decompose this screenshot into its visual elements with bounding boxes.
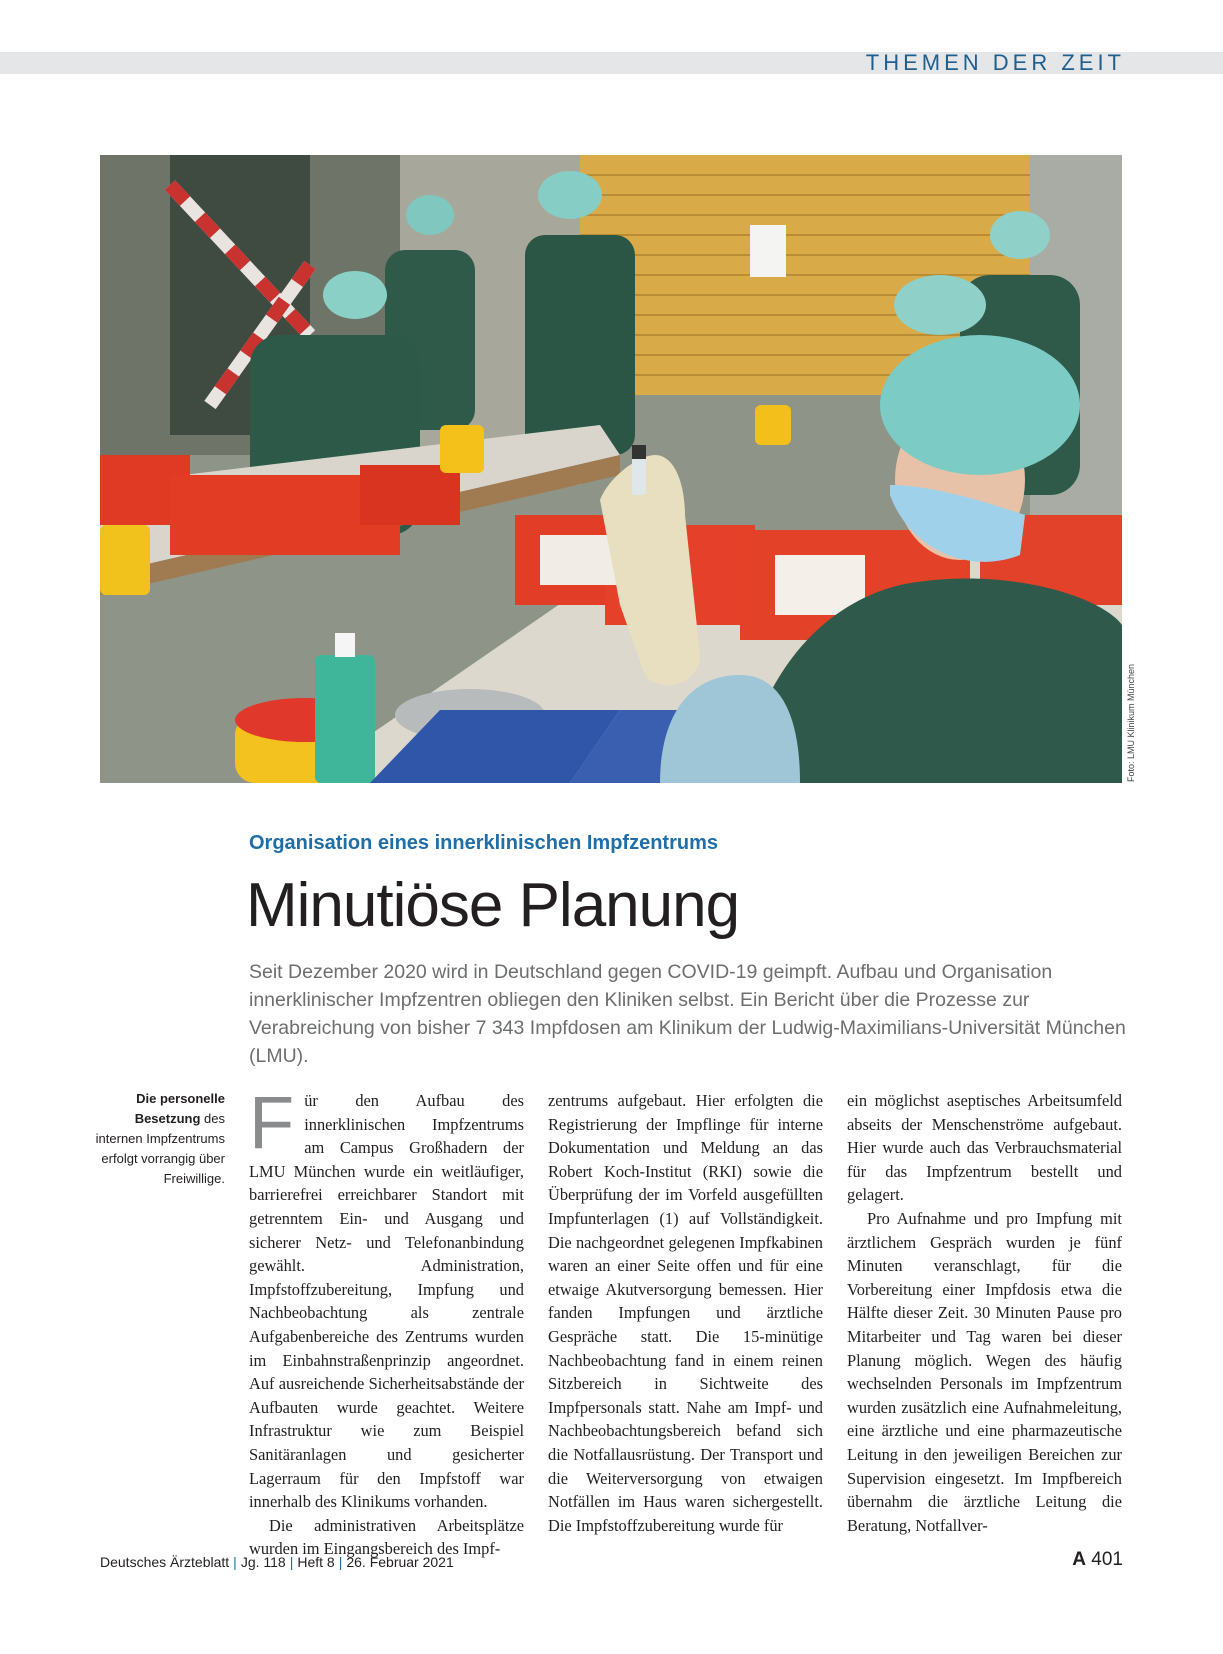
article-lead: Seit Dezember 2020 wird in Deutschland gegen COVID-19 geimpft. Aufbau und Organisation innerklinischer Impfzentren obliegen den Kliniken selbst. Ein Bericht über die Prozesse zur Verabreichung von bisher 7 343 Impfdosen am Klinikum der Ludwig-Maximilians-Universität München (LMU). [249, 961, 1126, 1067]
journal-volume: Jg. 118 [240, 1554, 286, 1570]
paragraph: Die administrativen Arbeitsplätze wurden im Eingangsbereich des Impf- [249, 1515, 524, 1559]
article-headline: Minutiöse Planung [246, 871, 740, 940]
photo-credit: Foto: LMU Klinikum München [1126, 663, 1136, 782]
issue-date: 26. Februar 2021 [346, 1554, 454, 1570]
paragraph: ein möglichst aseptisches Arbeitsumfeld abseits der Menschenströme aufgebaut. Hier wurde auch das Verbrauchsmaterial für das Impfzentrum bestellt und gelagert. [847, 1091, 1122, 1205]
article-photo [100, 155, 1122, 783]
journal-issue: Heft 8 [297, 1554, 335, 1570]
page-number [1072, 1549, 1123, 1571]
article-kicker: Organisation eines innerklinischen Impfzentrums [249, 832, 718, 854]
side-note [90, 1089, 225, 1189]
body-column-2 [548, 1089, 823, 1537]
side-note-text: des internen Impfzentrums erfolgt vorrangig über Freiwillige. [95, 1111, 225, 1186]
body-column-3 [847, 1089, 1122, 1537]
drop-cap: F [249, 1081, 295, 1164]
body-column-1 [249, 1081, 524, 1561]
side-note-bold: Die personelle Besetzung [134, 1091, 225, 1126]
page-number-value: 401 [1091, 1549, 1123, 1570]
paragraph: Pro Aufnahme und pro Impfung mit ärztlichem Gespräch wurden je fünf Minuten veranschlagt, für die Vorbereitung einer Impfdosis etwa die Hälfte dieser Zeit. 30 Minuten Pause pro Mitarbeiter und Tag waren bei dieser Planung möglich. Wegen des häufig wechselnden Personals im Impfzentrum wurden zusätzlich eine Aufnahmeleitung, eine ärztliche und eine pharmazeutische Leitung in den jeweiligen Bereichen zur Supervision eingesetzt. Im Impfbereich übernahm die ärztliche Leitung die Beratung, Notfallver- [847, 1208, 1122, 1535]
footer-citation: Deutsches Ärzteblatt | Jg. 118 | Heft 8 | 26. Februar 2021 [100, 1554, 454, 1570]
page-prefix: A [1072, 1549, 1087, 1570]
paragraph: zentrums aufgebaut. Hier erfolgten die Registrierung der Impflinge für interne Dokumentation und Meldung an das Robert Koch-Institut (RKI) sowie die Überprüfung der im Vorfeld ausgefüllten Impfunterlagen (1) auf Vollständigkeit. Die nachgeordnet gelegenen Impfkabinen waren an einer Seite offen und für eine etwaige Akutversorgung bemessen. Hier fanden Impfungen und ärztliche Gespräche statt. Die 15-minütige Nachbeobachtung fand in einem reinen Sitzbereich in Sichtweite des Impfpersonals statt. Nahe am Impf- und Nachbeobachtungsbereich befand sich die Notfallausrüstung. Der Transport und die Weiterversorgung von etwaigen Notfällen im Haus waren sichergestellt. Die Impfstoffzubereitung wurde für [548, 1091, 823, 1535]
section-label: THEMEN DER ZEIT [865, 50, 1125, 75]
paragraph: ür den Aufbau des innerklinischen Impfzentrums am Campus Großhadern der LMU München wurde ein weitläufiger, barrierefrei erreichbarer Standort mit getrenntem Ein- und Ausgang und sicherer Netz- und Telefonanbindung gewählt. Administration, Impfstoffzubereitung, Impfung und Nachbeobachtung als zentrale Aufgabenbereiche des Zentrums wurden im Einbahnstraßenprinzip angeordnet. Auf ausreichende Sicherheitsabstände der Aufbauten wurde geachtet. Weitere Infrastruktur wie zum Beispiel Sanitäranlagen und gesicherter Lagerraum für den Impfstoff war innerhalb des Klinikums vorhanden. [249, 1091, 524, 1512]
journal-name: Deutsches Ärzteblatt [100, 1554, 230, 1570]
